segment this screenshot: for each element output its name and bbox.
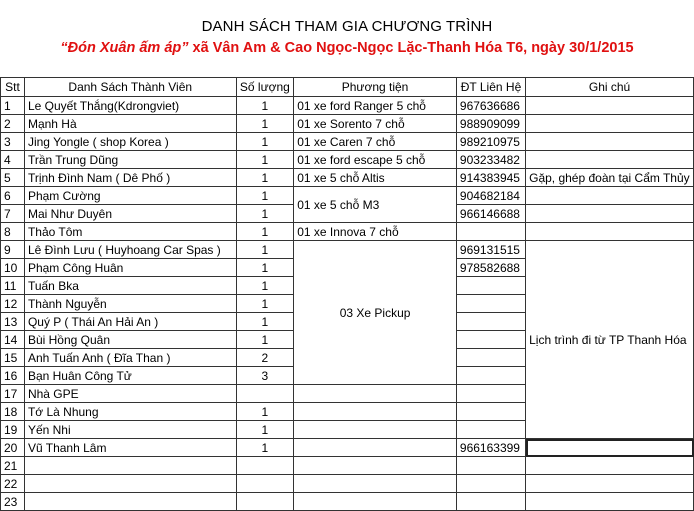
cell-name[interactable]: Lê Đình Lưu ( Huyhoang Car Spas ) bbox=[24, 241, 236, 259]
cell-name[interactable]: Nhà GPE bbox=[24, 385, 236, 403]
cell-note[interactable] bbox=[526, 475, 694, 493]
cell-phone[interactable] bbox=[456, 475, 525, 493]
table-row bbox=[1, 223, 694, 241]
header-name[interactable]: Danh Sách Thành Viên bbox=[24, 78, 236, 97]
cell-name[interactable]: Phạm Cường bbox=[24, 187, 236, 205]
cell-stt[interactable]: 3 bbox=[1, 133, 25, 151]
cell-name[interactable]: Phạm Công Huân bbox=[24, 259, 236, 277]
cell-name[interactable]: Yến Nhi bbox=[24, 421, 236, 439]
cell-phone[interactable] bbox=[456, 313, 525, 331]
cell-quantity[interactable]: 1 bbox=[236, 97, 294, 115]
cell-stt[interactable]: 8 bbox=[1, 223, 25, 241]
cell-quantity[interactable]: 1 bbox=[236, 115, 294, 133]
cell-vehicle[interactable] bbox=[294, 421, 457, 439]
cell-quantity[interactable]: 1 bbox=[236, 259, 294, 277]
cell-stt[interactable]: 21 bbox=[1, 457, 25, 475]
table-row bbox=[1, 493, 694, 511]
cell-stt[interactable]: 20 bbox=[1, 439, 25, 457]
cell-phone[interactable] bbox=[456, 277, 525, 295]
cell-phone[interactable]: 988909099 bbox=[456, 115, 525, 133]
cell-vehicle[interactable] bbox=[294, 493, 457, 511]
cell-quantity[interactable]: 1 bbox=[236, 421, 294, 439]
cell-phone[interactable] bbox=[456, 367, 525, 385]
cell-phone[interactable] bbox=[456, 385, 525, 403]
cell-quantity[interactable]: 1 bbox=[236, 439, 294, 457]
cell-note[interactable] bbox=[526, 151, 694, 169]
cell-stt[interactable]: 2 bbox=[1, 115, 25, 133]
cell-quantity[interactable]: 1 bbox=[236, 241, 294, 259]
cell-phone[interactable]: 989210975 bbox=[456, 133, 525, 151]
cell-vehicle[interactable]: 01 xe 5 chỗ M3 bbox=[294, 187, 457, 223]
cell-quantity[interactable]: 1 bbox=[236, 187, 294, 205]
cell-phone[interactable] bbox=[456, 349, 525, 367]
cell-quantity[interactable] bbox=[236, 457, 294, 475]
cell-name[interactable]: Jing Yongle ( shop Korea ) bbox=[24, 133, 236, 151]
cell-vehicle[interactable]: 01 xe ford Ranger 5 chỗ bbox=[294, 97, 457, 115]
table-row bbox=[1, 133, 694, 151]
cell-note-selected[interactable] bbox=[526, 439, 694, 457]
cell-phone[interactable]: 966146688 bbox=[456, 205, 525, 223]
cell-phone[interactable]: 966163399 bbox=[456, 439, 525, 457]
cell-quantity[interactable]: 2 bbox=[236, 349, 294, 367]
cell-name[interactable]: Anh Tuấn Anh ( Đĩa Than ) bbox=[24, 349, 236, 367]
cell-vehicle[interactable]: 01 xe Innova 7 chỗ bbox=[294, 223, 457, 241]
cell-note[interactable] bbox=[526, 133, 694, 151]
cell-name[interactable]: Thảo Tôm bbox=[24, 223, 236, 241]
cell-phone[interactable]: 967636686 bbox=[456, 97, 525, 115]
table-row bbox=[1, 439, 694, 457]
cell-phone[interactable] bbox=[456, 457, 525, 475]
cell-stt[interactable]: 9 bbox=[1, 241, 25, 259]
cell-name[interactable]: Quý P ( Thái An Hải An ) bbox=[24, 313, 236, 331]
subtitle-quote: “Đón Xuân ấm áp” bbox=[60, 40, 189, 56]
cell-stt[interactable]: 14 bbox=[1, 331, 25, 349]
cell-phone[interactable] bbox=[456, 403, 525, 421]
cell-note[interactable] bbox=[526, 115, 694, 133]
header-note[interactable]: Ghi chú bbox=[526, 78, 694, 97]
cell-note[interactable]: Lịch trình đi từ TP Thanh Hóa bbox=[526, 241, 694, 439]
cell-stt[interactable]: 17 bbox=[1, 385, 25, 403]
table-row bbox=[1, 241, 694, 259]
cell-stt[interactable]: 11 bbox=[1, 277, 25, 295]
cell-stt[interactable]: 6 bbox=[1, 187, 25, 205]
cell-phone[interactable] bbox=[456, 223, 525, 241]
cell-name[interactable] bbox=[24, 475, 236, 493]
cell-quantity[interactable]: 1 bbox=[236, 133, 294, 151]
table-row bbox=[1, 187, 694, 205]
cell-stt[interactable]: 10 bbox=[1, 259, 25, 277]
cell-phone[interactable] bbox=[456, 421, 525, 439]
cell-quantity[interactable]: 1 bbox=[236, 151, 294, 169]
cell-vehicle[interactable]: 01 xe Caren 7 chỗ bbox=[294, 133, 457, 151]
cell-name[interactable]: Bạn Huân Công Tử bbox=[24, 367, 236, 385]
cell-vehicle[interactable] bbox=[294, 439, 457, 457]
cell-stt[interactable]: 19 bbox=[1, 421, 25, 439]
cell-name[interactable]: Mai Như Duyên bbox=[24, 205, 236, 223]
page-title: DANH SÁCH THAM GIA CHƯƠNG TRÌNH bbox=[201, 18, 493, 35]
cell-vehicle[interactable] bbox=[294, 475, 457, 493]
table-row bbox=[1, 169, 694, 187]
cell-note[interactable] bbox=[526, 223, 694, 241]
header-quantity[interactable]: Số lượng bbox=[236, 78, 294, 97]
cell-quantity[interactable]: 1 bbox=[236, 169, 294, 187]
cell-vehicle[interactable] bbox=[294, 385, 457, 403]
cell-stt[interactable]: 15 bbox=[1, 349, 25, 367]
cell-vehicle[interactable] bbox=[294, 457, 457, 475]
cell-stt[interactable]: 23 bbox=[1, 493, 25, 511]
cell-phone[interactable]: 904682184 bbox=[456, 187, 525, 205]
cell-name[interactable]: Bùi Hồng Quân bbox=[24, 331, 236, 349]
cell-vehicle[interactable]: 01 xe ford escape 5 chỗ bbox=[294, 151, 457, 169]
header-stt[interactable]: Stt bbox=[1, 78, 25, 97]
cell-vehicle[interactable]: 01 xe 5 chỗ Altis bbox=[294, 169, 457, 187]
cell-quantity[interactable] bbox=[236, 493, 294, 511]
cell-quantity[interactable]: 1 bbox=[236, 223, 294, 241]
cell-phone[interactable] bbox=[456, 331, 525, 349]
cell-quantity[interactable]: 1 bbox=[236, 331, 294, 349]
subtitle-text: xã Vân Am & Cao Ngọc-Ngọc Lặc-Thanh Hóa T6, ngày 30/1/2015 bbox=[188, 40, 634, 56]
cell-phone[interactable]: 969131515 bbox=[456, 241, 525, 259]
cell-vehicle[interactable] bbox=[294, 403, 457, 421]
table-row bbox=[1, 457, 694, 475]
table-row bbox=[1, 151, 694, 169]
cell-quantity[interactable]: 1 bbox=[236, 295, 294, 313]
cell-name[interactable]: Trần Trung Dũng bbox=[24, 151, 236, 169]
cell-name[interactable]: Tớ Là Nhung bbox=[24, 403, 236, 421]
cell-quantity[interactable]: 1 bbox=[236, 313, 294, 331]
cell-quantity[interactable]: 1 bbox=[236, 403, 294, 421]
cell-phone[interactable] bbox=[456, 493, 525, 511]
table-row bbox=[1, 115, 694, 133]
participants-table bbox=[0, 77, 694, 511]
cell-name[interactable]: Vũ Thanh Lâm bbox=[24, 439, 236, 457]
cell-stt[interactable]: 22 bbox=[1, 475, 25, 493]
cell-phone[interactable]: 914383945 bbox=[456, 169, 525, 187]
cell-stt[interactable]: 5 bbox=[1, 169, 25, 187]
page-subtitle bbox=[0, 40, 694, 56]
cell-stt[interactable]: 4 bbox=[1, 151, 25, 169]
cell-note[interactable]: Gặp, ghép đoàn tại Cẩm Thủy bbox=[526, 169, 694, 187]
cell-name[interactable]: Le Quyết Thắng(Kdrongviet) bbox=[24, 97, 236, 115]
cell-stt[interactable]: 12 bbox=[1, 295, 25, 313]
cell-name[interactable]: Trịnh Đình Nam ( Dê Phố ) bbox=[24, 169, 236, 187]
cell-phone[interactable]: 903233482 bbox=[456, 151, 525, 169]
cell-name[interactable]: Mạnh Hà bbox=[24, 115, 236, 133]
table-row bbox=[1, 475, 694, 493]
cell-stt[interactable]: 7 bbox=[1, 205, 25, 223]
header-vehicle[interactable]: Phương tiện bbox=[294, 78, 457, 97]
cell-name[interactable] bbox=[24, 493, 236, 511]
cell-note[interactable] bbox=[526, 457, 694, 475]
cell-quantity[interactable]: 1 bbox=[236, 205, 294, 223]
cell-quantity[interactable]: 3 bbox=[236, 367, 294, 385]
cell-name[interactable]: Tuấn Bka bbox=[24, 277, 236, 295]
cell-stt[interactable]: 13 bbox=[1, 313, 25, 331]
cell-stt[interactable]: 16 bbox=[1, 367, 25, 385]
header-phone[interactable]: ĐT Liên Hệ bbox=[456, 78, 525, 97]
cell-quantity[interactable] bbox=[236, 475, 294, 493]
cell-phone[interactable]: 978582688 bbox=[456, 259, 525, 277]
cell-note[interactable] bbox=[526, 97, 694, 115]
header-row bbox=[1, 78, 694, 97]
cell-vehicle[interactable]: 03 Xe Pickup bbox=[294, 241, 457, 385]
cell-stt[interactable]: 1 bbox=[1, 97, 25, 115]
cell-note[interactable] bbox=[526, 187, 694, 205]
cell-vehicle[interactable]: 01 xe Sorento 7 chỗ bbox=[294, 115, 457, 133]
cell-note[interactable] bbox=[526, 205, 694, 223]
cell-quantity[interactable] bbox=[236, 385, 294, 403]
cell-stt[interactable]: 18 bbox=[1, 403, 25, 421]
cell-quantity[interactable]: 1 bbox=[236, 277, 294, 295]
table-row bbox=[1, 97, 694, 115]
cell-name[interactable]: Thành Nguyễn bbox=[24, 295, 236, 313]
cell-name[interactable] bbox=[24, 457, 236, 475]
cell-phone[interactable] bbox=[456, 295, 525, 313]
cell-note[interactable] bbox=[526, 493, 694, 511]
